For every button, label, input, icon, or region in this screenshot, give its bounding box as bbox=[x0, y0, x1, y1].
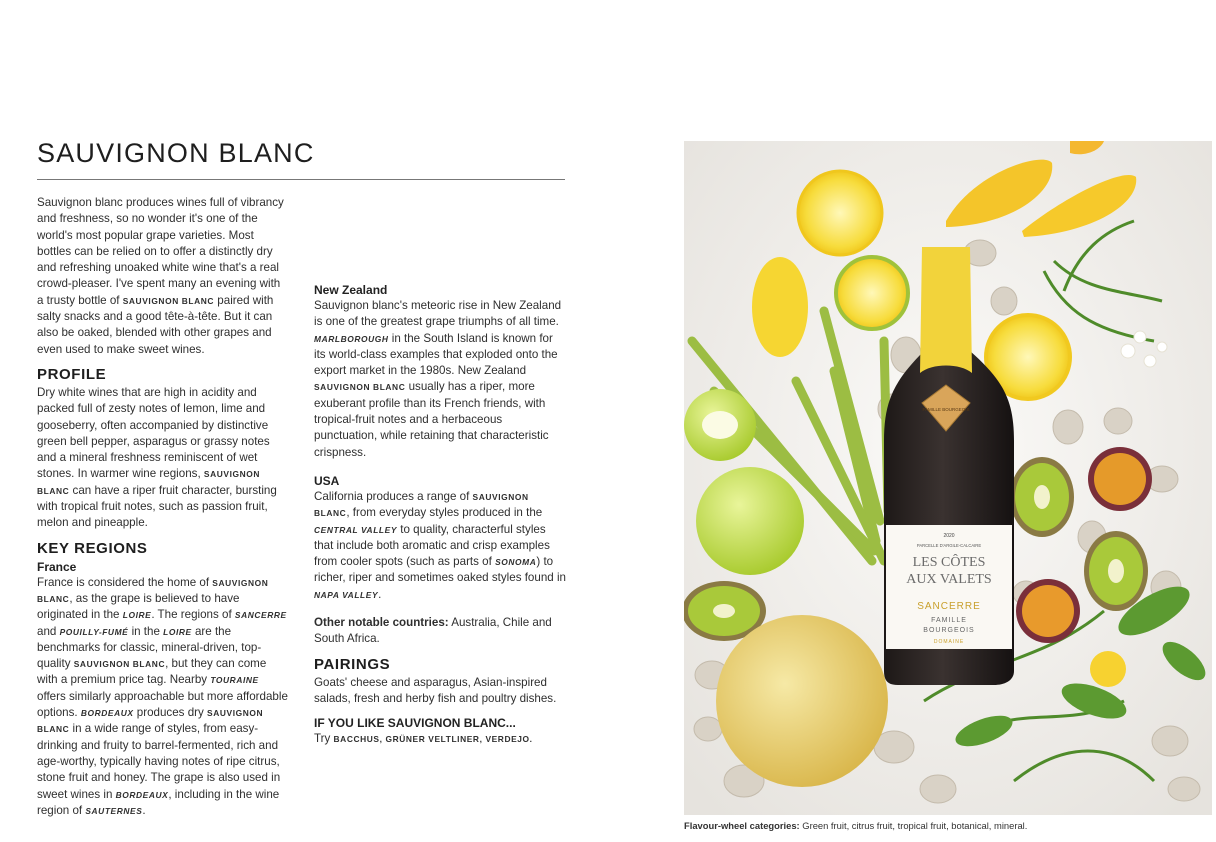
product-photo bbox=[684, 141, 1212, 815]
label-year: 2020 bbox=[943, 533, 955, 539]
dandelion-flower bbox=[1090, 651, 1126, 687]
label-producer-line2: BOURGEOIS bbox=[923, 627, 975, 634]
profile-paragraph: Dry white wines that are high in acidity and packed full of zesty notes of lemon, lime and gooseberry, often accompanied by distinctive green bell pepper, asparagus or grassy notes and a mineral freshness reminiscent of wet stones. In warmer wine regions, SAUVIGNON BLANC can have a riper fruit character, bursting with tropical fruit notes, such as passion fruit, melon and pineapple. bbox=[37, 385, 277, 530]
text-column-right bbox=[314, 195, 566, 748]
usa-paragraph: California produces a range of SAUVIGNON BLANC, from everyday styles produced in the CENTRAL VALLEY to quality, characterful styles that include both aromatic and crisp examples from cooler spots (such as parts of SONOMA) to richer, riper and sometimes oaked styles found in NAPA VALLEY. bbox=[314, 489, 566, 601]
pairings-heading: PAIRINGS bbox=[314, 655, 391, 673]
other-countries: Other notable countries: Australia, Chile and South Africa. bbox=[314, 616, 552, 646]
france-paragraph-part1: France is considered the home of SAUVIGNON BLANC, as the grape is believed to have originated in the LOIRE. The regions of SANCERRE and POUILLY-FUMÉ in the LOIRE are the benchmarks for classic, mineral-driven, top-quality SAUVIGNON BLANC, but they can come with a premium price tag. Nearby TOURAINE offers similarly approachable but more affordable options. BORDEAUX produces dry SAUVIGNON BLANC in a wide range of styles, from easy-drinking and fruity to barrel-fermented, rich and age-worthy, typically having notes of ripe citrus, stone fruit and honey. The grape is also used in sweet wines in BORDEAUX, including in the wine region of SAUTERNES. bbox=[37, 575, 288, 817]
label-domaine: DOMAINE bbox=[933, 639, 965, 645]
pairings-paragraph: Goats' cheese and asparagus, Asian-inspired salads, fresh and herby fish and poultry dishes. bbox=[314, 675, 557, 705]
key-regions-heading: KEY REGIONS bbox=[37, 539, 148, 557]
label-producer-line1: FAMILLE bbox=[931, 617, 967, 624]
if-you-like-heading: IF YOU LIKE SAUVIGNON BLANC... bbox=[314, 716, 516, 731]
neck-label-text: FAMILLE BOURGEOIS bbox=[922, 407, 970, 412]
bottle-foil bbox=[920, 247, 972, 373]
photo-caption: Flavour-wheel categories: Green fruit, citrus fruit, tropical fruit, botanical, mineral. bbox=[684, 820, 1028, 831]
lemon-wedge bbox=[752, 257, 808, 357]
france-heading: France bbox=[37, 559, 77, 574]
lime-slice bbox=[836, 257, 908, 329]
text-column-left bbox=[37, 195, 289, 819]
if-you-like-paragraph: Try BACCHUS, GRÜNER VELTLINER, VERDEJO. bbox=[314, 732, 533, 746]
new-zealand-heading: New Zealand bbox=[314, 283, 388, 297]
label-name-line2: AUX VALETS bbox=[906, 572, 992, 587]
intro-paragraph: Sauvignon blanc produces wines full of vibrancy and freshness, so no wonder it's one of the world's most popular grape varieties. Most bottles can be relied on to offer a distinctly dry and refreshing unoaked white wine that's a real crowd-pleaser. I've spent many an evening with a trusty bottle of SAUVIGNON BLANC paired with salty snacks and a good tête-à-tête. But it can also be oaked, blended with other grapes and even used to make sweet wines. bbox=[37, 196, 284, 356]
lemon-half-top bbox=[798, 171, 882, 255]
label-name-line1: LES CÔTES bbox=[912, 555, 986, 570]
usa-heading: USA bbox=[314, 473, 340, 488]
new-zealand-paragraph: Sauvignon blanc's meteoric rise in New Zealand is one of the greatest grape triumphs of all time. MARLBOROUGH in the South Island is known for its world-class examples that exploded onto the export market in the 1980s. New Zealand SAUVIGNON BLANC usually has a riper, more exuberant profile than its French friends, with tropical-fruit notes and a herbaceous punctuation, while retaining that characteristic crispness. bbox=[314, 299, 562, 459]
melon bbox=[716, 615, 888, 787]
label-appellation: SANCERRE bbox=[917, 601, 981, 612]
title-rule bbox=[37, 179, 565, 180]
profile-heading: PROFILE bbox=[37, 365, 107, 383]
still-life-illustration bbox=[684, 141, 1212, 815]
label-parcel: PARCELLE D'ARGILE-CALCAIRE bbox=[916, 543, 982, 548]
green-apple bbox=[696, 467, 804, 575]
page-title: SAUVIGNON BLANC bbox=[37, 138, 315, 168]
